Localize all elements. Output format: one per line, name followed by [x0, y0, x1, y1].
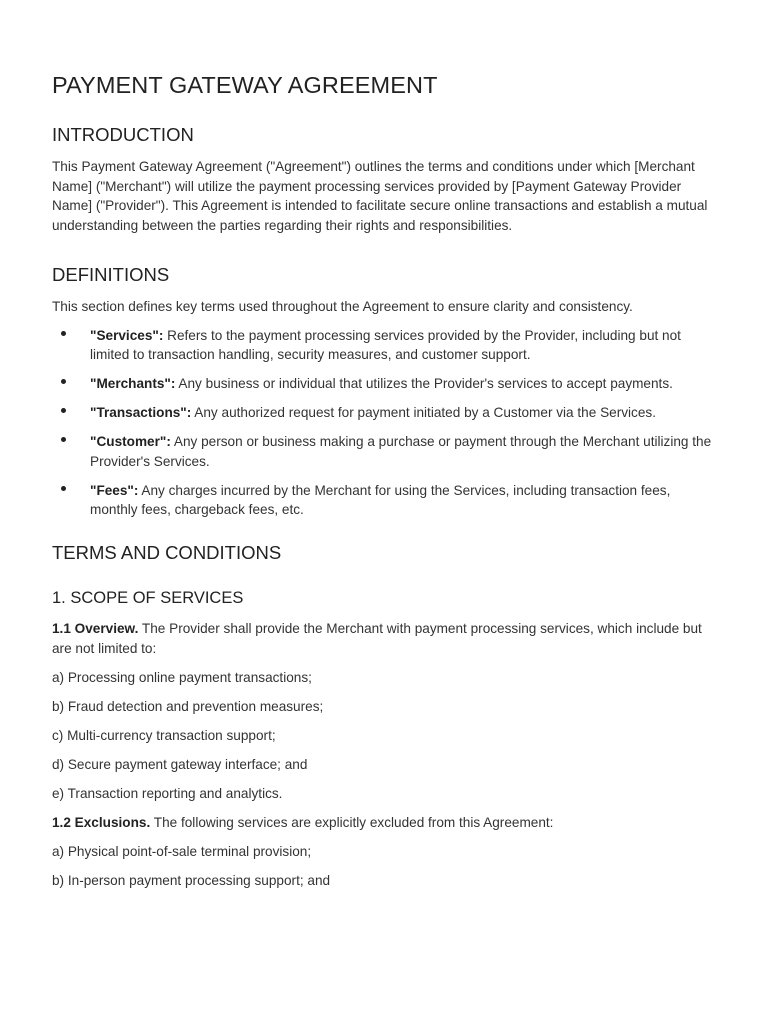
scope-heading: 1. SCOPE OF SERVICES	[52, 589, 244, 607]
definition-text: Any person or business making a purchase or payment through the Merchant utilizing the Provider's Services.	[90, 434, 712, 469]
overview-item: c) Multi-currency transaction support;	[52, 727, 276, 743]
overview-label: 1.1 Overview.	[52, 621, 139, 636]
definition-term: "Transactions":	[90, 405, 192, 420]
definition-text: Any charges incurred by the Merchant for using the Services, including transaction fees, monthly fees, chargeback fees, etc.	[90, 482, 671, 517]
definition-item	[52, 432, 718, 471]
bullet-icon	[61, 486, 66, 491]
definition-text: Refers to the payment processing services provided by the Provider, including but not limited to transaction handling, security measures, and customer support.	[90, 327, 681, 362]
definition-text: Any business or individual that utilizes the Provider's services to accept payments.	[175, 376, 673, 391]
definition-item	[52, 374, 718, 394]
overview-item: d) Secure payment gateway interface; and	[52, 756, 308, 772]
definition-item	[52, 403, 718, 423]
definition-term: "Customer":	[90, 434, 171, 449]
exclusions-item: b) In-person payment processing support; and	[52, 872, 331, 888]
definitions-intro: This section defines key terms used throughout the Agreement to ensure clarity and consistency.	[52, 298, 633, 314]
overview-item: e) Transaction reporting and analytics.	[52, 785, 283, 801]
bullet-icon	[61, 408, 66, 413]
definition-text: Any authorized request for payment initiated by a Customer via the Services.	[191, 405, 656, 420]
introduction-body: This Payment Gateway Agreement ("Agreement") outlines the terms and conditions under which [Merchant Name] ("Merchant") will utilize the payment processing services provided by [Payment Gateway Provider Name] ("Provider"). This Agreement is intended to facilitate secure online transactions and establish a mutual understanding between the parties regarding their rights and responsibilities.	[52, 159, 708, 233]
introduction-heading: INTRODUCTION	[52, 124, 194, 145]
definition-term: "Merchants":	[90, 376, 176, 391]
bullet-icon	[61, 331, 66, 336]
definition-term: "Services":	[90, 327, 164, 343]
overview-item: a) Processing online payment transactions;	[52, 669, 312, 685]
exclusions-item: a) Physical point-of-sale terminal provision;	[52, 843, 312, 859]
definitions-heading: DEFINITIONS	[52, 263, 170, 285]
exclusions-text: The following services are explicitly excluded from this Agreement:	[150, 814, 554, 830]
definition-term: "Fees":	[90, 482, 139, 498]
overview-text: The Provider shall provide the Merchant with payment processing services, which include but are not limited to:	[52, 621, 702, 656]
document-title: PAYMENT GATEWAY AGREEMENT	[52, 72, 438, 98]
definitions-list	[52, 326, 718, 520]
bullet-icon	[61, 379, 66, 384]
exclusions-label: 1.2 Exclusions.	[52, 814, 151, 830]
exclusions-paragraph	[52, 813, 718, 833]
terms-heading: TERMS AND CONDITIONS	[52, 542, 282, 563]
overview-paragraph	[52, 619, 718, 658]
bullet-icon	[61, 437, 66, 442]
definition-item	[52, 326, 718, 365]
overview-item: b) Fraud detection and prevention measures;	[52, 698, 324, 714]
definition-item	[52, 481, 718, 520]
